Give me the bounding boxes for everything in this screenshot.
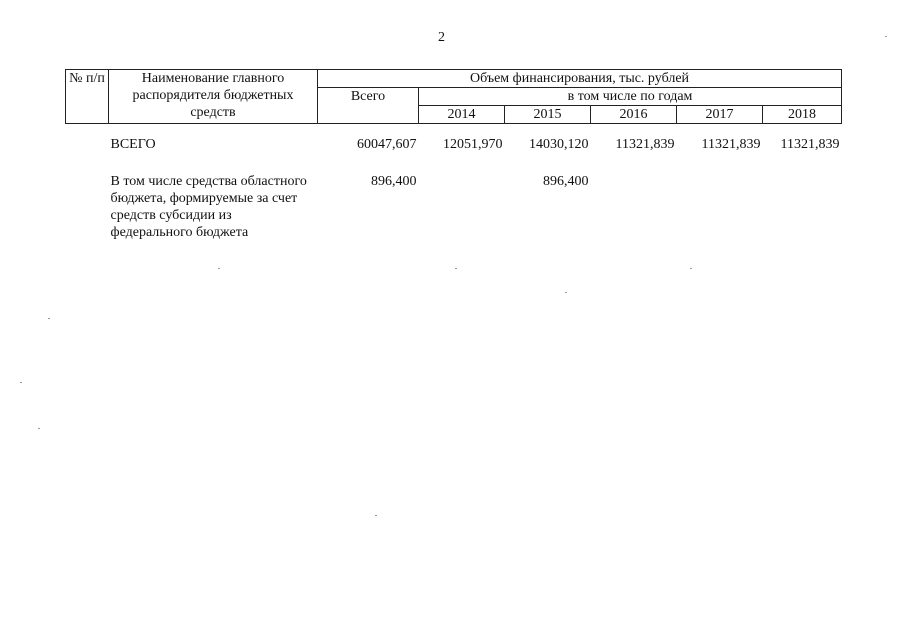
table-row (66, 136, 842, 153)
scan-speck (48, 318, 50, 319)
row-name: В том числе средства областного бюджета, формируемые за счет средств субсидии из федерального бюджета (110, 174, 307, 240)
scan-speck (375, 515, 377, 516)
row-total: 60047,607 (357, 137, 417, 152)
row-year-value: 14030,120 (529, 137, 589, 152)
header-number: № п/п (66, 70, 109, 124)
scan-speck (690, 268, 692, 269)
scan-speck (455, 268, 457, 269)
header-year: 2014 (419, 106, 505, 124)
header-funding: Объем финансирования, тыс. рублей (318, 70, 842, 88)
row-number (66, 136, 109, 153)
scan-speck (20, 382, 22, 383)
row-year-value (763, 173, 842, 241)
row-year-value (419, 173, 505, 241)
row-name: ВСЕГО (110, 137, 156, 152)
scan-speck (565, 292, 567, 293)
row-year-value: 11321,839 (701, 137, 761, 152)
row-year-value: 896,400 (543, 174, 589, 189)
header-year: 2017 (677, 106, 763, 124)
row-year-value: 12051,970 (443, 137, 503, 152)
header-total: Всего (318, 88, 419, 124)
header-year: 2015 (505, 106, 591, 124)
header-year: 2016 (591, 106, 677, 124)
row-year-value: 11321,839 (615, 137, 675, 152)
scan-speck (885, 36, 887, 37)
row-year-value (591, 173, 677, 241)
header-year: 2018 (763, 106, 842, 124)
row-number (66, 173, 109, 241)
scan-speck (38, 428, 40, 429)
header-name: Наименование главного распорядителя бюджетных средств (109, 70, 318, 124)
table-row (66, 173, 842, 241)
row-year-value: 11321,839 (780, 137, 840, 152)
financing-table (65, 69, 842, 241)
row-total: 896,400 (371, 174, 417, 189)
header-by-years: в том числе по годам (419, 88, 842, 106)
row-year-value (677, 173, 763, 241)
scan-speck (218, 268, 220, 269)
page-number: 2 (438, 30, 445, 45)
